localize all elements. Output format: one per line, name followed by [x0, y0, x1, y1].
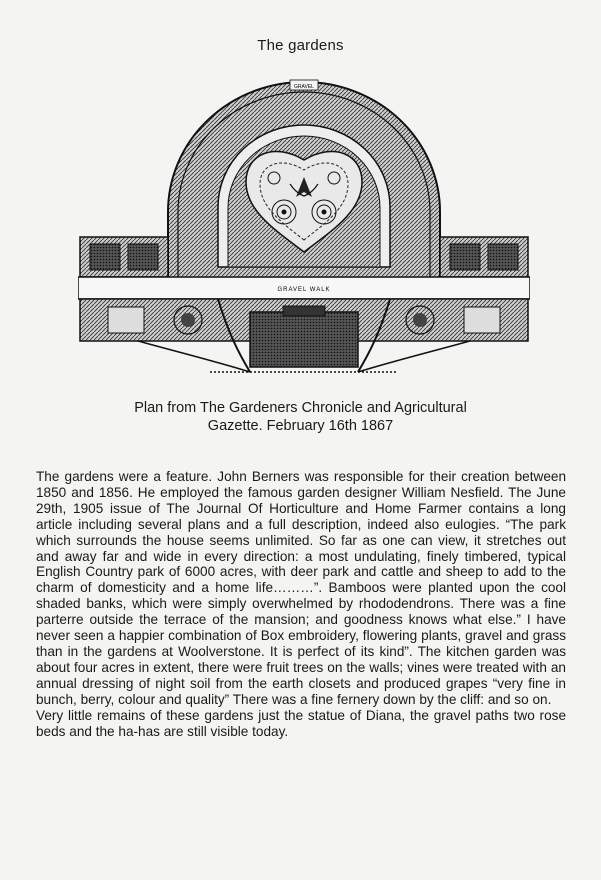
caption-line-1: Plan from The Gardeners Chronicle and Agricultural [134, 400, 467, 416]
caption-line-2: Gazette. February 16th 1867 [207, 418, 394, 434]
paragraph-2: Very little remains of these gardens just the statue of Diana, the gravel paths two rose beds and the ha-has are still visible today. [36, 707, 566, 739]
plan-caption [0, 399, 601, 435]
plan-label-top: GRAVEL [294, 84, 314, 90]
paragraph-1: The gardens were a feature. John Berners was responsible for their creation between 1850 and 1856. He employed the famous garden designer William Nesfield. The June 29th, 1905 issue of The Journal Of Horticulture and Home Farmer contains a long article including several plans and a full description, indeed also eulogies. “The park which surrounds the house seems unlimited. So far as one can view, it stretches out and away far and wide in every direction: a most undulating, finely timbered, typical English Country park of 6000 acres, with deer park and cattle and sheep to add to the charm of domesticity and a home life………”. Bamboos were planted upon the cool shaded banks, which were simply overwhelmed by rhododendrons. There was a fine parterre outside the terrace of the mansion; and goodness knows what else.” I have never seen a happier combination of Box embroidery, flowering plants, gravel and grass than in the gardens at Woolverstone. It is perfect of its kind”. The kitchen garden was about four acres in extent, there were fruit trees on the walls; vines were treated with an annual dressing of night soil from the earth closets and produced grapes “very fine in bunch, berry, colour and quality” There was a fine fernery down by the cliff: and so on. [36, 469, 566, 707]
plan-label-walk: GRAVEL WALK [277, 287, 331, 293]
garden-plan-illustration [78, 72, 530, 377]
page-title: The gardens [257, 37, 344, 54]
article-body [36, 469, 566, 739]
